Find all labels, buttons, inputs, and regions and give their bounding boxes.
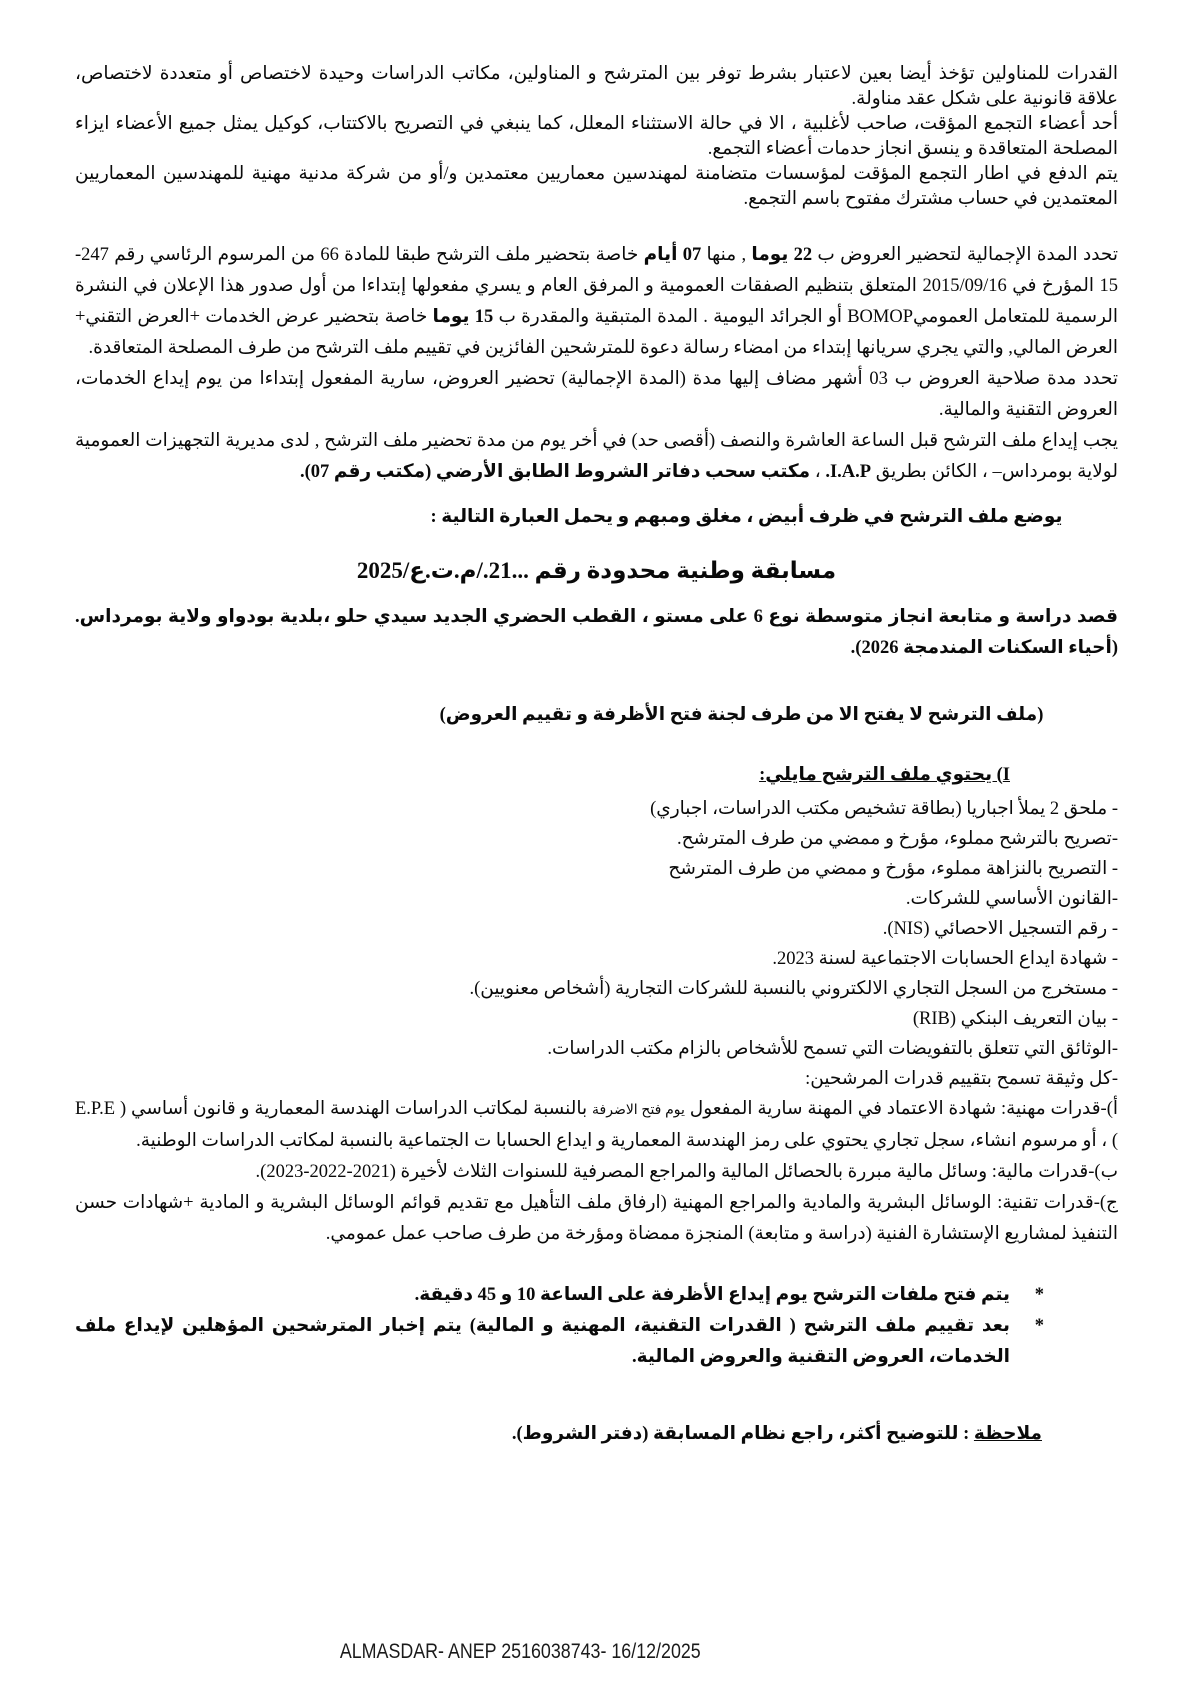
withdrawal-office-label: مكتب سحب دفاتر الشروط الطابق الأرضي (مكتب رقم 07). xyxy=(299,462,811,482)
candidature-days-value: 07 أيام xyxy=(643,245,702,265)
anep-reference-text: ALMASDAR- ANEP 2516038743- 16/12/2025 xyxy=(339,1640,701,1663)
competition-object-paragraph: قصد دراسة و متابعة انجاز متوسطة نوع 6 على مستو ، القطب الحضري الجديد سيدي حلو ،بلدية بودواو ولاية بومرداس. (أحياء السكنات المندمجة 2026). xyxy=(75,607,1118,658)
opening-time-text: يتم فتح ملفات الترشح يوم إيداع الأظرفة على الساعة 10 و 45 دقيقة. xyxy=(414,1285,1010,1305)
asterisk-bullet-marker: * xyxy=(1034,1316,1044,1336)
professional-capacities-text-b: بالنسبة لمكاتب الدراسات الهندسة المعمارية و قانون أساسي ( E.P.E ) ، أو مرسوم انشاء، سجل تجاري يحتوي على رمز الهندسة المعمارية و ايداع الحسابا ت الجتماعية بالنسبة لمكاتب الدراسات الوطنية. xyxy=(75,1099,1118,1151)
list-item: - شهادة ايداع الحسابات الاجتماعية لسنة 2023. xyxy=(772,949,1118,969)
qualified-candidates-bullet xyxy=(75,1311,1118,1373)
note-text: : للتوضيح أكثر، راجع نظام المسابقة (دفتر الشروط). xyxy=(511,1424,974,1444)
list-item: -القانون الأساسي للشركات. xyxy=(905,889,1118,909)
remaining-days-value: 15 يوما xyxy=(432,307,494,327)
offers-preparation-duration-paragraph xyxy=(75,240,1118,364)
qualified-candidates-text: بعد تقييم ملف الترشح ( القدرات التقنية، المهنية و المالية) يتم إخبار المترشحين المؤهلين لإيداع ملف الخدمات، العروض التقنية والعروض المالية. xyxy=(75,1316,1010,1367)
professional-capacities-text-a: أ)-قدرات مهنية: شهادة الاعتماد في المهنة سارية المفعول xyxy=(684,1099,1118,1119)
list-item: -تصريح بالترشح مملوء، مؤرخ و ممضي من طرف المترشح. xyxy=(676,829,1118,849)
iap-road-label: I.A.P. xyxy=(825,462,872,482)
intro-paragraph-1: القدرات للمناولين تؤخذ أيضا بعين لاعتبار بشرط توفر بين المترشح و المناولين، مكاتب الدراسات وحيدة لاختصاص أو متعددة لاختصاص، علاقة قانونية على شكل عقد مناولة. xyxy=(75,64,1118,109)
clarification-note xyxy=(75,1419,1118,1449)
list-item: - ملحق 2 يملأ اجباريا (بطاقة تشخيص مكتب الدراسات، اجباري) xyxy=(650,799,1118,819)
envelope-opening-committee-note: (ملف الترشح لا يفتح الا من طرف لجنة فتح الأظرفة و تقييم العروض) xyxy=(439,705,1044,725)
intro-paragraph-3: يتم الدفع في اطار التجمع المؤقت لمؤسسات متضامنة لمهندسين معماريين معتمدين و/أو من شركة مدنية مهنية للمهندسين المعماريين المعتمدين في حساب مشترك مفتوح باسم التجمع. xyxy=(75,164,1118,209)
offers-validity-paragraph: تحدد مدة صلاحية العروض ب 03 أشهر مضاف إليها مدة (المدة الإجمالية) تحضير العروض، سارية المفعول إبتداءا من يوم إيداع الخدمات، العروض التقنية والمالية. xyxy=(75,369,1118,420)
list-item: - بيان التعريف البنكي (RIB) xyxy=(912,1009,1118,1029)
financial-capacities-paragraph: ب)-قدرات مالية: وسائل مالية مبررة بالحصائل المالية والمراجع المصرفية للسنوات الثلاث لأخيرة (2021-2022-2023). xyxy=(255,1162,1118,1182)
asterisk-bullet-marker: * xyxy=(1034,1285,1044,1305)
durations-text-a: تحدد المدة الإجمالية لتحضير العروض ب xyxy=(812,245,1119,265)
total-days-value: 22 يوما xyxy=(751,245,813,265)
list-item: - رقم التسجيل الاحصائي (NIS). xyxy=(882,919,1118,939)
intro-paragraph-2: أحد أعضاء التجمع المؤقت، صاحب لأغلبية ، الا في حالة الاستثناء المعلل، كما ينبغي في التصريح بالاكتتاب، كوكيل يمثل جميع الأعضاء ايزاء المصلحة المتعاقدة و ينسق انجاز حدمات أعضاء التجمع. xyxy=(75,114,1118,159)
list-item: - التصريح بالنزاهة مملوء، مؤرخ و ممضي من طرف المترشح xyxy=(668,859,1118,879)
candidature-file-contents-list xyxy=(75,794,1118,1094)
publication-footer xyxy=(0,1640,1190,1664)
opening-time-bullet xyxy=(75,1280,1118,1311)
deposit-instructions-paragraph xyxy=(75,426,1118,488)
durations-text-d: خاصة بتحضير عرض الخدمات +العرض التقني+ العرض المالي, والتي يجري سريانها إبتداء من امضاء رسالة دعوة للمترشحين الفائزين في تقييم ملف الترشح من طرف المصلحة المتعاقدة. xyxy=(75,307,1118,358)
durations-text-c: خاصة بتحضير ملف الترشح طبقا للمادة 66 من المرسوم الرئاسي رقم 247-15 المؤرخ في 2015/09/16 المتعلق بتنظيم الصفقات العمومية و المرفق العام و يسري مفعولها إبتداءا من أول صدور هذا الإعلان في النشرة الرسمية للمتعامل العموميBOMOP أو الجرائد اليومية . المدة المتبقية والمقدرة ب xyxy=(75,245,1119,327)
competition-title: مسابقة وطنية محدودة رقم ...21./م.ت.ع/2025 xyxy=(356,558,837,583)
list-item: -الوثائق التي تتعلق بالتفويضات التي تسمح للأشخاص بالزام مكتب الدراسات. xyxy=(547,1039,1118,1059)
list-item: -كل وثيقة تسمح بتقييم قدرات المرشحين: xyxy=(805,1069,1118,1089)
procedure-bullets xyxy=(75,1280,1118,1373)
envelope-opening-day-small-text: يوم فتح الاضرفة xyxy=(592,1103,685,1118)
subcontractors-capacities-section xyxy=(75,62,1118,212)
technical-capacities-paragraph: ج)-قدرات تقنية: الوسائل البشرية والمادية والمراجع المهنية (ارفاق ملف التأهيل مع تقديم قوائم الوسائل البشرية و المادية +شهادات حسن التنفيذ لمشاريع الإستشارة الفنية (دراسة و متابعة) المنجزة ممضاة ومؤرخة من طرف صاحب عمل عمومي. xyxy=(75,1193,1118,1244)
deposit-text-a: يجب إيداع ملف الترشح قبل الساعة العاشرة والنصف (أقصى حد) في أخر يوم من مدة تحضير ملف الترشح , لدى مديرية التجهيزات العمومية لولاية بومرداس– ، الكائن بطريق xyxy=(75,431,1118,482)
note-label: ملاحظة xyxy=(973,1424,1042,1444)
professional-capacities-paragraph xyxy=(75,1094,1118,1157)
durations-text-b: , منها xyxy=(701,245,752,265)
candidature-file-contents-heading: I) يحتوي ملف الترشح مايلي: xyxy=(759,765,1010,785)
deposit-text-b: ، xyxy=(810,462,826,482)
envelope-instruction-line: يوضع ملف الترشح في ظرف أبيض ، مغلق ومبهم و يحمل العبارة التالية : xyxy=(430,507,1063,527)
list-item: - مستخرج من السجل التجاري الالكتروني بالنسبة للشركات التجارية (أشخاص معنويين). xyxy=(469,979,1118,999)
